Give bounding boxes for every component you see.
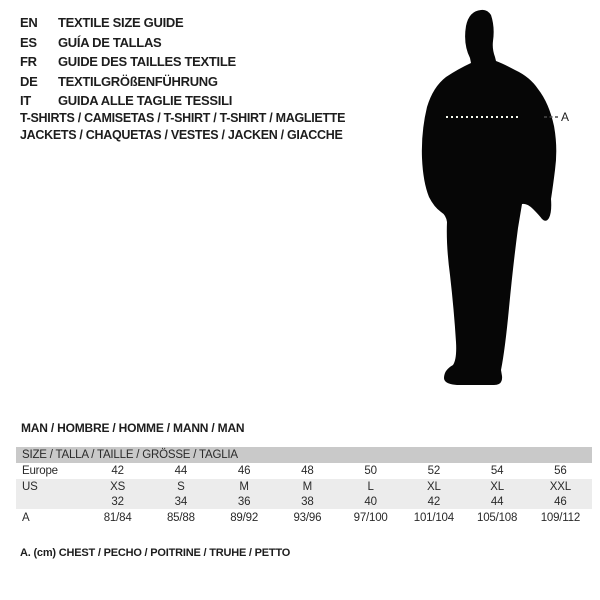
size-cell: M	[239, 480, 249, 493]
size-cell: 42	[427, 495, 441, 508]
language-row	[20, 91, 236, 111]
language-code: FR	[20, 54, 37, 70]
size-cell: 44	[490, 495, 504, 508]
language-row	[20, 13, 236, 33]
size-cell: XS	[110, 480, 126, 493]
language-label: GUIDE DES TAILLES TEXTILE	[58, 54, 236, 70]
table-row-europe	[16, 463, 592, 479]
language-code: ES	[20, 34, 37, 50]
size-cell: 89/92	[230, 512, 259, 524]
size-cell: 54	[490, 465, 504, 477]
man-silhouette-shape	[422, 10, 556, 385]
row-label: A	[22, 512, 30, 524]
language-code: DE	[20, 73, 38, 89]
size-cell: XL	[427, 480, 441, 493]
size-cell: 52	[427, 465, 441, 477]
size-cell: S	[177, 480, 185, 493]
size-cell: 36	[237, 495, 251, 508]
size-cell: 48	[301, 465, 314, 477]
size-cell: 50	[364, 465, 377, 477]
size-cell: XXL	[549, 480, 571, 493]
category-line-tshirts: T-SHIRTS / CAMISETAS / T-SHIRT / T-SHIRT / MAGLIETTE	[20, 111, 346, 125]
language-label: GUÍA DE TALLAS	[58, 34, 162, 50]
language-row	[20, 33, 236, 53]
size-cell: 32	[111, 495, 124, 508]
size-cell: 42	[111, 465, 124, 477]
language-row	[20, 72, 236, 92]
size-cell: M	[302, 480, 313, 493]
table-row-uk	[16, 494, 592, 509]
language-label: TEXTILGRÖßENFÜHRUNG	[58, 73, 218, 89]
language-code: EN	[20, 15, 38, 31]
language-code: IT	[20, 93, 31, 109]
language-label: TEXTILE SIZE GUIDE	[58, 15, 184, 31]
size-table-header	[16, 447, 592, 463]
size-cell: 85/88	[166, 512, 195, 524]
size-cell: 56	[554, 465, 567, 477]
footnote: A. (cm) CHEST / PECHO / POITRINE / TRUHE / PETTO	[20, 547, 291, 559]
size-cell: 97/100	[353, 512, 388, 524]
size-cell: 81/84	[103, 512, 132, 524]
size-table	[16, 447, 592, 527]
size-cell: XL	[490, 480, 504, 493]
size-cell: 109/112	[540, 512, 581, 524]
language-row	[20, 52, 236, 72]
table-row-us	[16, 479, 592, 494]
size-cell: 93/96	[293, 512, 322, 524]
size-cell: 46	[237, 465, 251, 477]
size-cell: 44	[174, 465, 188, 477]
row-label: Europe	[22, 465, 58, 477]
size-cell: L	[367, 480, 374, 493]
category-line-jackets: JACKETS / CHAQUETAS / VESTES / JACKEN / GIACCHE	[20, 127, 343, 142]
measure-label-a: A	[561, 110, 570, 124]
size-cell: 40	[364, 495, 377, 508]
size-cell: 101/104	[413, 512, 454, 524]
row-label: US	[22, 480, 38, 493]
size-cell: 38	[301, 495, 314, 508]
language-label: GUIDA ALLE TAGLIE TESSILI	[58, 93, 233, 109]
size-cell: 105/108	[477, 512, 518, 524]
size-cell: 34	[174, 495, 188, 508]
table-row-chest-cm	[16, 509, 592, 527]
section-title: MAN / HOMBRE / HOMME / MANN / MAN	[21, 421, 245, 435]
size-table-header-label: SIZE / TALLA / TAILLE / GRÖSSE / TAGLIA	[22, 449, 238, 461]
garment-categories	[20, 110, 345, 143]
man-silhouette	[415, 5, 570, 390]
language-legend	[20, 13, 236, 111]
size-cell: 46	[554, 495, 567, 508]
